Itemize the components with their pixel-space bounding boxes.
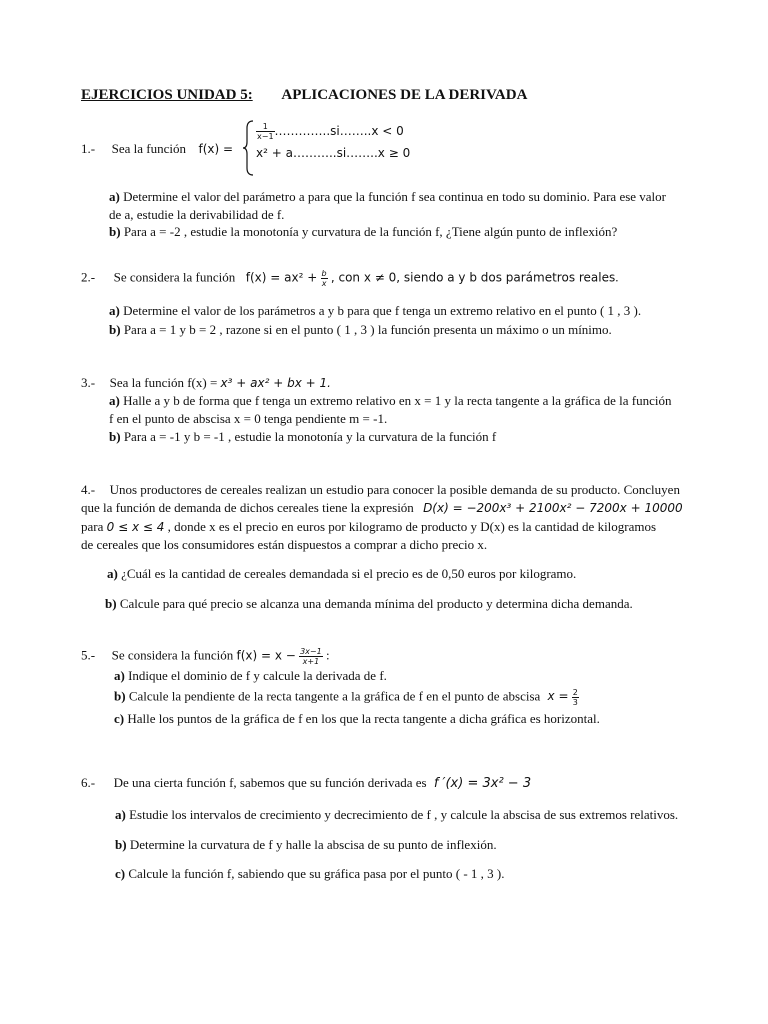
piecewise-case-2: x² + a………..si……..x ≥ 0	[256, 146, 411, 160]
fraction: $\frac{b}{x}$	[321, 269, 327, 288]
exercise-3-part-a-cont: f en el punto de abscisa x = 0 tenga pendiente m = -1.	[109, 411, 388, 426]
title-unit: EJERCICIOS UNIDAD 5:	[81, 87, 253, 103]
exercise-1-header	[81, 141, 233, 157]
fraction: $\frac{1}{x-1}$	[257, 122, 274, 141]
exercise-number: 2.-	[81, 269, 96, 285]
exercise-4-part-b: b) Calcule para qué precio se alcanza una demanda mínima del producto y determina dicha demanda.	[105, 596, 633, 611]
exercise-6-part-a: a) Estudie los intervalos de crecimiento y decrecimiento de f , y calcule la abscisa de sus extremos relativos.	[115, 807, 679, 822]
exercise-6-part-b: b) Determine la curvatura de f y halle la abscisa de su punto de inflexión.	[115, 837, 497, 852]
exercise-3-header: 3.- Sea la función f(x) = x³ + ax² + bx + 1.	[81, 375, 331, 390]
exercise-2-part-a: a) Determine el valor de los parámetros a y b para que f tenga un extremo relativo en el punto ( 1 , 3 ).	[109, 303, 642, 318]
exercise-2-header: 2.- Se considera la función f(x) = ax² + $\frac{b}{x}$ , con x ≠ 0, siendo a y b dos parámetros reales.	[81, 269, 619, 288]
function-expression: f(x) = x −	[236, 648, 296, 663]
domain-range: 0 ≤ x ≤ 4	[106, 520, 165, 534]
fraction: $\frac{2}{3}$	[572, 688, 578, 707]
demand-function: D(x) = −200x³ + 2100x² − 7200x + 10000	[423, 501, 683, 515]
exercise-number: 6.-	[81, 775, 96, 790]
derivative-expression: f ′(x) = 3x² − 3	[433, 776, 532, 791]
exercise-1-part-a-cont: de a, estudie la derivabilidad de f.	[109, 207, 285, 222]
exercise-5-part-b: b) Calcule la pendiente de la recta tangente a la gráfica de f en el punto de abscisa x = $\frac{2}{3}$	[114, 688, 578, 707]
function-expression: f(x) = ax² +	[245, 270, 318, 285]
fraction: $\frac{3x-1}{x+1}$	[300, 647, 322, 666]
exercise-4-line-2: que la función de demanda de dichos cereales tiene la expresión D(x) = −200x³ + 2100x² − 7200x + 10000	[81, 500, 683, 515]
exercise-1-part-b: b) Para a = -2 , estudie la monotonía y curvatura de la función f, ¿Tiene algún punto de inflexión?	[109, 224, 618, 239]
piecewise-case-1: $\frac{1}{x-1}$ …………..si……..x < 0	[257, 122, 404, 141]
exercise-intro: Sea la función	[111, 141, 186, 156]
exercise-number: 4.-	[81, 482, 96, 497]
exercise-5-header: 5.- Se considera la función f(x) = x − $\frac{3x-1}{x+1}$ :	[81, 647, 330, 666]
exercise-5-part-c: c) Halle los puntos de la gráfica de f en los que la recta tangente a dicha gráfica es horizontal.	[114, 711, 600, 726]
exercise-number: 1.-	[81, 141, 96, 156]
exercise-4-line-1: 4.- Unos productores de cereales realizan un estudio para conocer la posible demanda de su producto. Concluyen	[81, 482, 680, 497]
exercise-1-part-a: a) Determine el valor del parámetro a para que la función f sea continua en todo su dominio. Para ese valor	[109, 189, 667, 204]
page-title	[81, 87, 527, 104]
exercise-6-part-c: c) Calcule la función f, sabiendo que su gráfica pasa por el punto ( - 1 , 3 ).	[115, 866, 505, 881]
function-name: f(x) =	[198, 142, 234, 156]
exercise-3-part-a: a) Halle a y b de forma que f tenga un extremo relativo en x = 1 y la recta tangente a la gráfica de la función	[109, 393, 672, 408]
exercise-5-part-a: a) Indique el dominio de f y calcule la derivada de f.	[114, 668, 387, 683]
title-topic: APLICACIONES DE LA DERIVADA	[281, 87, 528, 103]
exercise-6-header: 6.- De una cierta función f, sabemos que su función derivada es f ′(x) = 3x² − 3	[81, 775, 532, 791]
function-expression: x³ + ax² + bx + 1.	[220, 376, 331, 390]
exercise-2-part-b: b) Para a = 1 y b = 2 , razone si en el punto ( 1 , 3 ) la función presenta un máximo o un mínimo.	[109, 322, 612, 337]
exercise-3-part-b: b) Para a = -1 y b = -1 , estudie la monotonía y la curvatura de la función f	[109, 429, 497, 444]
exercise-4-line-3: para 0 ≤ x ≤ 4 , donde x es el precio en euros por kilogramo de producto y D(x) es la cantidad de kilogramos	[81, 519, 657, 534]
exercise-number: 3.-	[81, 375, 96, 390]
exercise-4-part-a: a) ¿Cuál es la cantidad de cereales demandada si el precio es de 0,50 euros por kilogramo.	[107, 566, 577, 581]
brace-icon	[243, 120, 255, 176]
exercise-number: 5.-	[81, 647, 96, 663]
exercise-4-line-4: de cereales que los consumidores están dispuestos a comprar a dicho precio x.	[81, 537, 488, 552]
